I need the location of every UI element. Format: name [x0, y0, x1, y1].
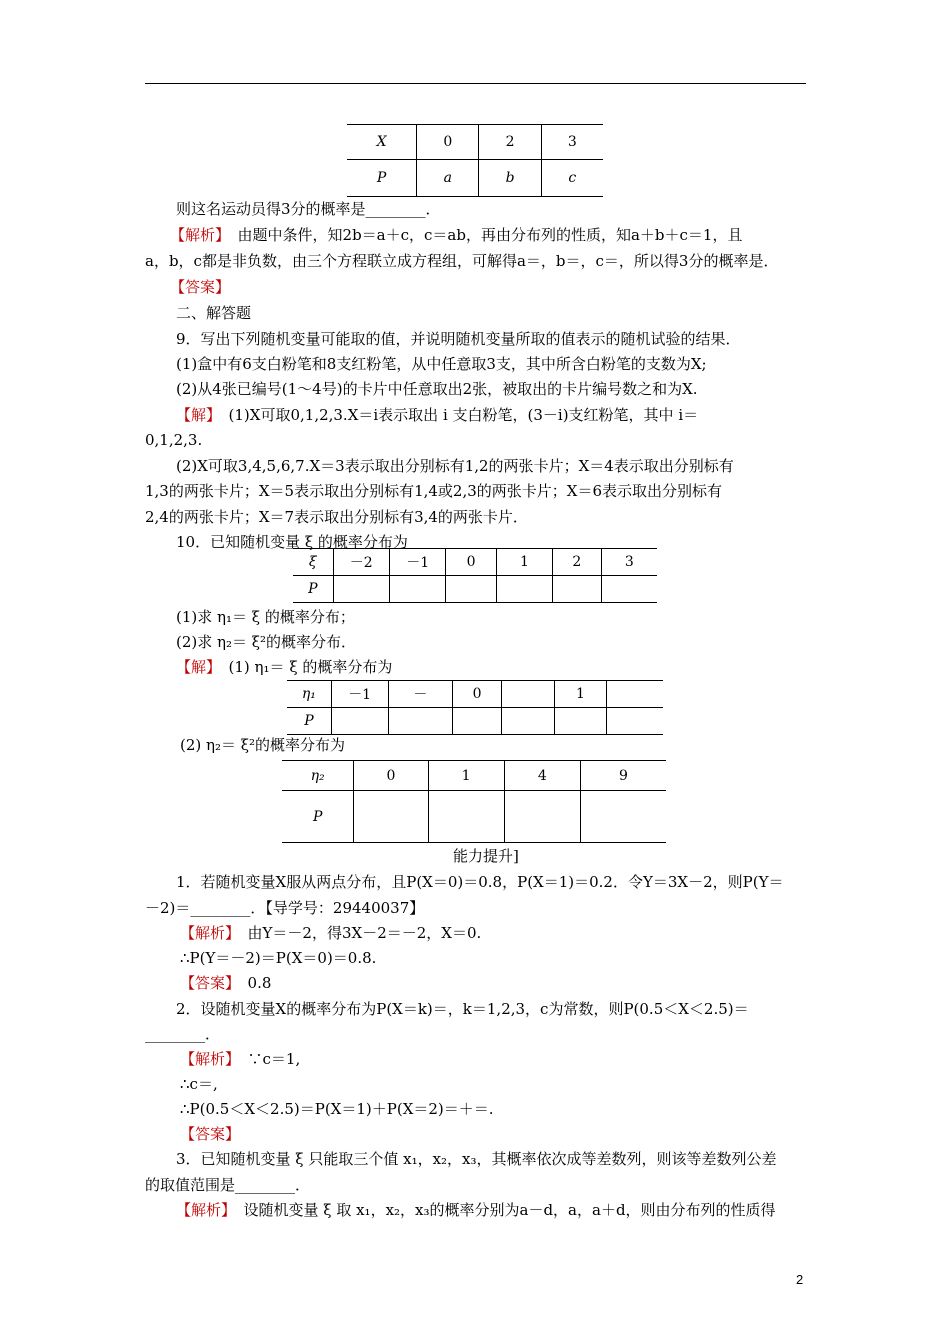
table-cell: P [282, 791, 354, 843]
problem-3: 3．已知随机变量 ξ 只能取三个值 x₁，x₂，x₃，其概率依次成等差数列，则该等差数列公差 [176, 1150, 777, 1168]
answer-label: 【答案】 [170, 278, 231, 296]
problem-2: 2．设随机变量X的概率分布为P(X＝k)＝，k＝1,2,3，c为常数，则P(0.5＜X＜2.5)＝ [176, 1000, 749, 1018]
table-cell: －1 [389, 549, 445, 576]
table-cell: P [347, 160, 417, 197]
table-cell: 3 [601, 549, 657, 576]
solution-label: 【解】 [176, 406, 214, 424]
table-cell: 1 [496, 549, 552, 576]
q10-solution-line1 [176, 657, 392, 677]
q9-solution-line1 [176, 405, 698, 425]
answer-label: 【答案】 [180, 974, 233, 992]
table-cell [607, 708, 663, 735]
question-9-part2: (2)从4张已编号(1～4号)的卡片中任意取出2张，被取出的卡片编号数之和为X. [176, 380, 698, 398]
table-cell [428, 791, 504, 843]
distribution-table-xi [293, 548, 657, 603]
table-cell [453, 708, 502, 735]
table-cell [388, 708, 453, 735]
table-cell [333, 576, 389, 603]
q8-tail: 则这名运动员得3分的概率是________． [176, 200, 441, 218]
text: ∵c＝1, [247, 1050, 301, 1068]
page-number: 2 [796, 1272, 804, 1287]
q9-solution-line4: 2,4的两张卡片；X＝7表示取出分别标有3,4的两张卡片． [145, 508, 528, 526]
text: 设随机变量 ξ 取 x₁，x₂，x₃的概率分别为a－d，a，a＋d，则由分布列的性质得 [243, 1201, 776, 1219]
table-cell: η₁ [287, 681, 331, 708]
table-cell: 3 [541, 125, 603, 160]
distribution-table-eta1 [287, 680, 663, 735]
table-cell: 1 [554, 681, 607, 708]
table-cell: b [479, 160, 541, 197]
problem-1-cont: －2)＝________．【导学号：29440037】 [145, 899, 425, 917]
problem-2-cont: ________． [145, 1025, 221, 1043]
table-cell: 0 [417, 125, 479, 160]
table-cell: a [417, 160, 479, 197]
p2-analysis [180, 1049, 300, 1069]
q8-analysis-cont: a，b，c都是非负数，由三个方程联立成方程组，可解得a＝，b＝，c＝，所以得3分的概率是． [145, 252, 779, 270]
table-cell: 0 [354, 761, 428, 791]
question-10-part2: (2)求 η₂＝ ξ²的概率分布． [176, 633, 357, 651]
text: (1)X可取0,1,2,3.X＝i表示取出 i 支白粉笔，(3－i)支红粉笔，其中 i＝ [228, 406, 699, 424]
answer-value: 0.8 [247, 974, 272, 992]
table-cell: ξ [293, 549, 333, 576]
distribution-table-x [347, 124, 603, 197]
p1-analysis-2: ∴P(Y＝－2)＝P(X＝0)＝0.8. [180, 949, 377, 967]
table-cell [331, 708, 388, 735]
table-cell [496, 576, 552, 603]
table-cell: X [347, 125, 417, 160]
table-cell [601, 576, 657, 603]
problem-3-cont: 的取值范围是________． [145, 1176, 311, 1194]
p3-analysis [176, 1200, 776, 1220]
question-9-part1: (1)盒中有6支白粉笔和8支红粉笔，从中任意取3支，其中所含白粉笔的支数为X; [176, 355, 707, 373]
table-cell: P [293, 576, 333, 603]
table-cell [389, 576, 445, 603]
analysis-label: 【解析】 [180, 924, 233, 942]
table-cell [504, 791, 580, 843]
problem-1: 1．若随机变量X服从两点分布，且P(X＝0)＝0.8，P(X＝1)＝0.2．令Y＝3X－2，则P(Y＝ [176, 873, 784, 891]
table-cell: 1 [428, 761, 504, 791]
distribution-table-eta2 [282, 760, 666, 843]
q10-solution-line2: (2) η₂＝ ξ²的概率分布为 [180, 736, 346, 754]
analysis-label: 【解析】 [170, 226, 223, 244]
q9-solution-line1b: 0,1,2,3. [145, 431, 203, 449]
text: 由Y＝－2，得3X－2＝－2，X＝0. [247, 924, 482, 942]
header-rule [145, 83, 806, 84]
question-10: 10．已知随机变量 ξ 的概率分布为 [176, 533, 408, 551]
table-cell: c [541, 160, 603, 197]
table-cell [501, 681, 554, 708]
table-cell [354, 791, 428, 843]
question-9: 9．写出下列随机变量可能取的值，并说明随机变量所取的值表示的随机试验的结果． [176, 330, 741, 348]
q9-solution-line2: (2)X可取3,4,5,6,7.X＝3表示取出分别标有1,2的两张卡片；X＝4表示取出分别标有 [176, 457, 734, 475]
section-ability: 能力提升] [453, 847, 519, 865]
table-cell: 9 [580, 761, 666, 791]
text: (1) η₁＝ ξ 的概率分布为 [228, 658, 393, 676]
table-cell: 4 [504, 761, 580, 791]
analysis-label: 【解析】 [180, 1050, 233, 1068]
q9-solution-line3: 1,3的两张卡片；X＝5表示取出分别标有1,4或2,3的两张卡片；X＝6表示取出分别标有 [145, 482, 723, 500]
table-cell [553, 576, 601, 603]
table-cell: 0 [453, 681, 502, 708]
text: 由题中条件，知2b＝a＋c，c＝ab，再由分布列的性质，知a＋b＋c＝1，且 [237, 226, 743, 244]
p2-analysis-2: ∴c＝, [180, 1075, 218, 1093]
table-cell: η₂ [282, 761, 354, 791]
table-cell: 2 [479, 125, 541, 160]
table-cell [501, 708, 554, 735]
table-cell: －2 [333, 549, 389, 576]
p1-analysis [180, 923, 481, 943]
solution-label: 【解】 [176, 658, 214, 676]
table-cell: 2 [553, 549, 601, 576]
table-cell: P [287, 708, 331, 735]
table-cell [446, 576, 496, 603]
section-heading: 二、解答题 [176, 304, 252, 322]
answer-label: 【答案】 [180, 1125, 241, 1143]
question-10-part1: (1)求 η₁＝ ξ 的概率分布； [176, 608, 355, 626]
table-cell [580, 791, 666, 843]
table-cell: 0 [446, 549, 496, 576]
table-cell [607, 681, 663, 708]
analysis-label: 【解析】 [176, 1201, 229, 1219]
p2-analysis-3: ∴P(0.5＜X＜2.5)＝P(X＝1)＋P(X＝2)＝＋＝. [180, 1100, 494, 1118]
q8-analysis-line [170, 225, 742, 245]
table-cell [554, 708, 607, 735]
table-cell: －1 [331, 681, 388, 708]
p1-answer [180, 973, 271, 993]
table-cell: － [388, 681, 453, 708]
